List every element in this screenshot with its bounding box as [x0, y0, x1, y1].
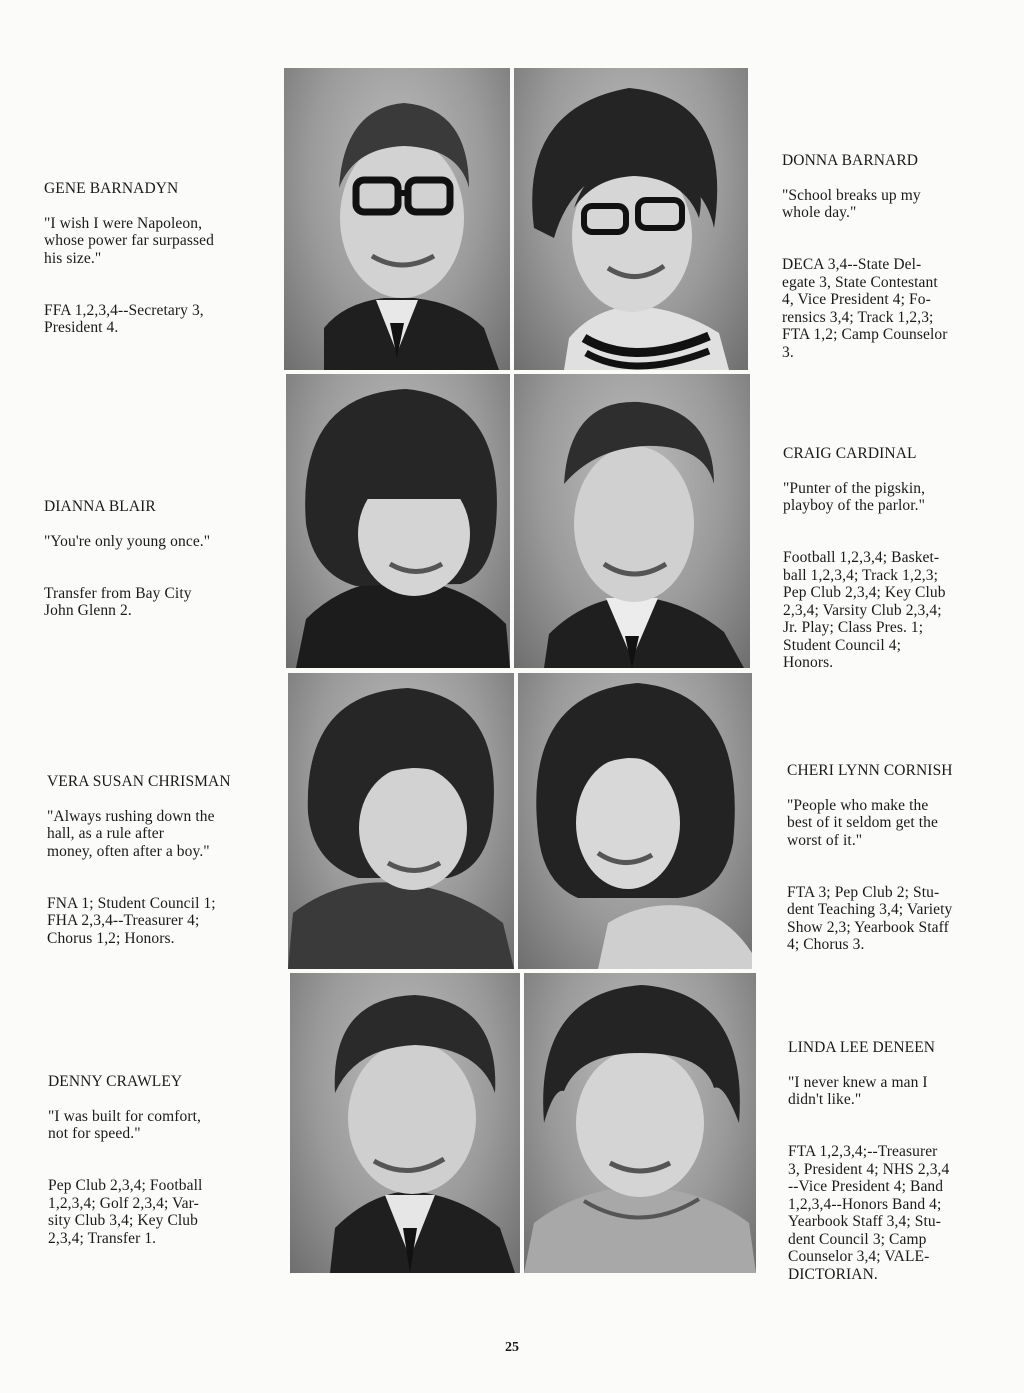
- girl-bob-portrait-icon: [286, 374, 510, 668]
- girl-glasses-portrait-icon: [514, 68, 748, 370]
- portrait-gene-barnadyn: [284, 68, 510, 370]
- student-activities: DECA 3,4--State Del- egate 3, State Contestant 4, Vice President 4; Fo- rensics 3,4; Track 1,2,3; FTA 1,2; Camp Counselor 3.: [782, 256, 948, 361]
- student-quote: "People who make the best of it seldom get the worst of it.": [787, 796, 939, 849]
- portrait-dianna-blair: [286, 374, 510, 668]
- student-name: LINDA LEE DENEEN: [788, 1038, 936, 1056]
- caption-cheri-lynn-cornish: [787, 744, 953, 971]
- boy-portrait-icon: [290, 973, 520, 1273]
- girl-portrait-icon: [288, 673, 514, 969]
- boy-portrait-icon: [514, 374, 750, 668]
- student-name: CHERI LYNN CORNISH: [787, 761, 953, 779]
- student-name: CRAIG CARDINAL: [783, 444, 917, 462]
- caption-donna-barnard: [782, 134, 948, 379]
- student-activities: FTA 3; Pep Club 2; Stu- dent Teaching 3,4; Variety Show 2,3; Yearbook Staff 4; Chorus 3.: [787, 883, 953, 953]
- student-name: DENNY CRAWLEY: [48, 1072, 183, 1090]
- student-activities: FFA 1,2,3,4--Secretary 3, President 4.: [44, 301, 204, 336]
- student-name: GENE BARNADYN: [44, 179, 179, 197]
- portrait-cheri-lynn-cornish: [518, 673, 752, 969]
- page-number: 25: [505, 1340, 519, 1355]
- caption-dianna-blair: [44, 480, 210, 637]
- caption-craig-cardinal: [783, 427, 946, 689]
- portrait-linda-lee-deneen: [524, 973, 756, 1273]
- girl-portrait-icon: [518, 673, 752, 969]
- boy-glasses-portrait-icon: [284, 68, 510, 370]
- student-quote: "I never knew a man I didn't like.": [788, 1073, 928, 1108]
- caption-denny-crawley: [48, 1055, 202, 1265]
- student-activities: Transfer from Bay City John Glenn 2.: [44, 584, 192, 619]
- student-quote: "Punter of the pigskin, playboy of the parlor.": [783, 479, 926, 514]
- student-activities: FTA 1,2,3,4;--Treasurer 3, President 4; NHS 2,3,4 --Vice President 4; Band 1,2,3,4--Honors Band 4; Yearbook Staff 3,4; Stu- dent Council 3; Camp Counselor 3,4; VALE- DICTORIAN.: [788, 1143, 950, 1283]
- student-name: DIANNA BLAIR: [44, 497, 156, 515]
- caption-gene-barnadyn: [44, 162, 214, 354]
- student-activities: Football 1,2,3,4; Basket- ball 1,2,3,4; Track 1,2,3; Pep Club 2,3,4; Key Club 2,3,4; Varsity Club 2,3,4; Jr. Play; Class Pres. 1; Student Council 4; Honors.: [783, 549, 946, 671]
- portrait-vera-susan-chrisman: [288, 673, 514, 969]
- portrait-donna-barnard: [514, 68, 748, 370]
- girl-portrait-icon: [524, 973, 756, 1273]
- student-activities: Pep Club 2,3,4; Football 1,2,3,4; Golf 2,3,4; Var- sity Club 3,4; Key Club 2,3,4; Transfer 1.: [48, 1177, 203, 1247]
- student-quote: "I wish I were Napoleon, whose power far surpassed his size.": [44, 214, 214, 267]
- student-quote: "You're only young once.": [44, 532, 211, 550]
- student-name: VERA SUSAN CHRISMAN: [47, 772, 231, 790]
- student-quote: "School breaks up my whole day.": [782, 186, 921, 221]
- portrait-craig-cardinal: [514, 374, 750, 668]
- student-activities: FNA 1; Student Council 1; FHA 2,3,4--Treasurer 4; Chorus 1,2; Honors.: [47, 894, 216, 947]
- portrait-denny-crawley: [290, 973, 520, 1273]
- caption-linda-lee-deneen: [788, 1021, 949, 1301]
- student-name: DONNA BARNARD: [782, 151, 919, 169]
- student-quote: "Always rushing down the hall, as a rule after money, often after a boy.": [47, 807, 215, 860]
- student-quote: "I was built for comfort, not for speed.": [48, 1107, 202, 1142]
- caption-vera-susan-chrisman: [47, 755, 231, 965]
